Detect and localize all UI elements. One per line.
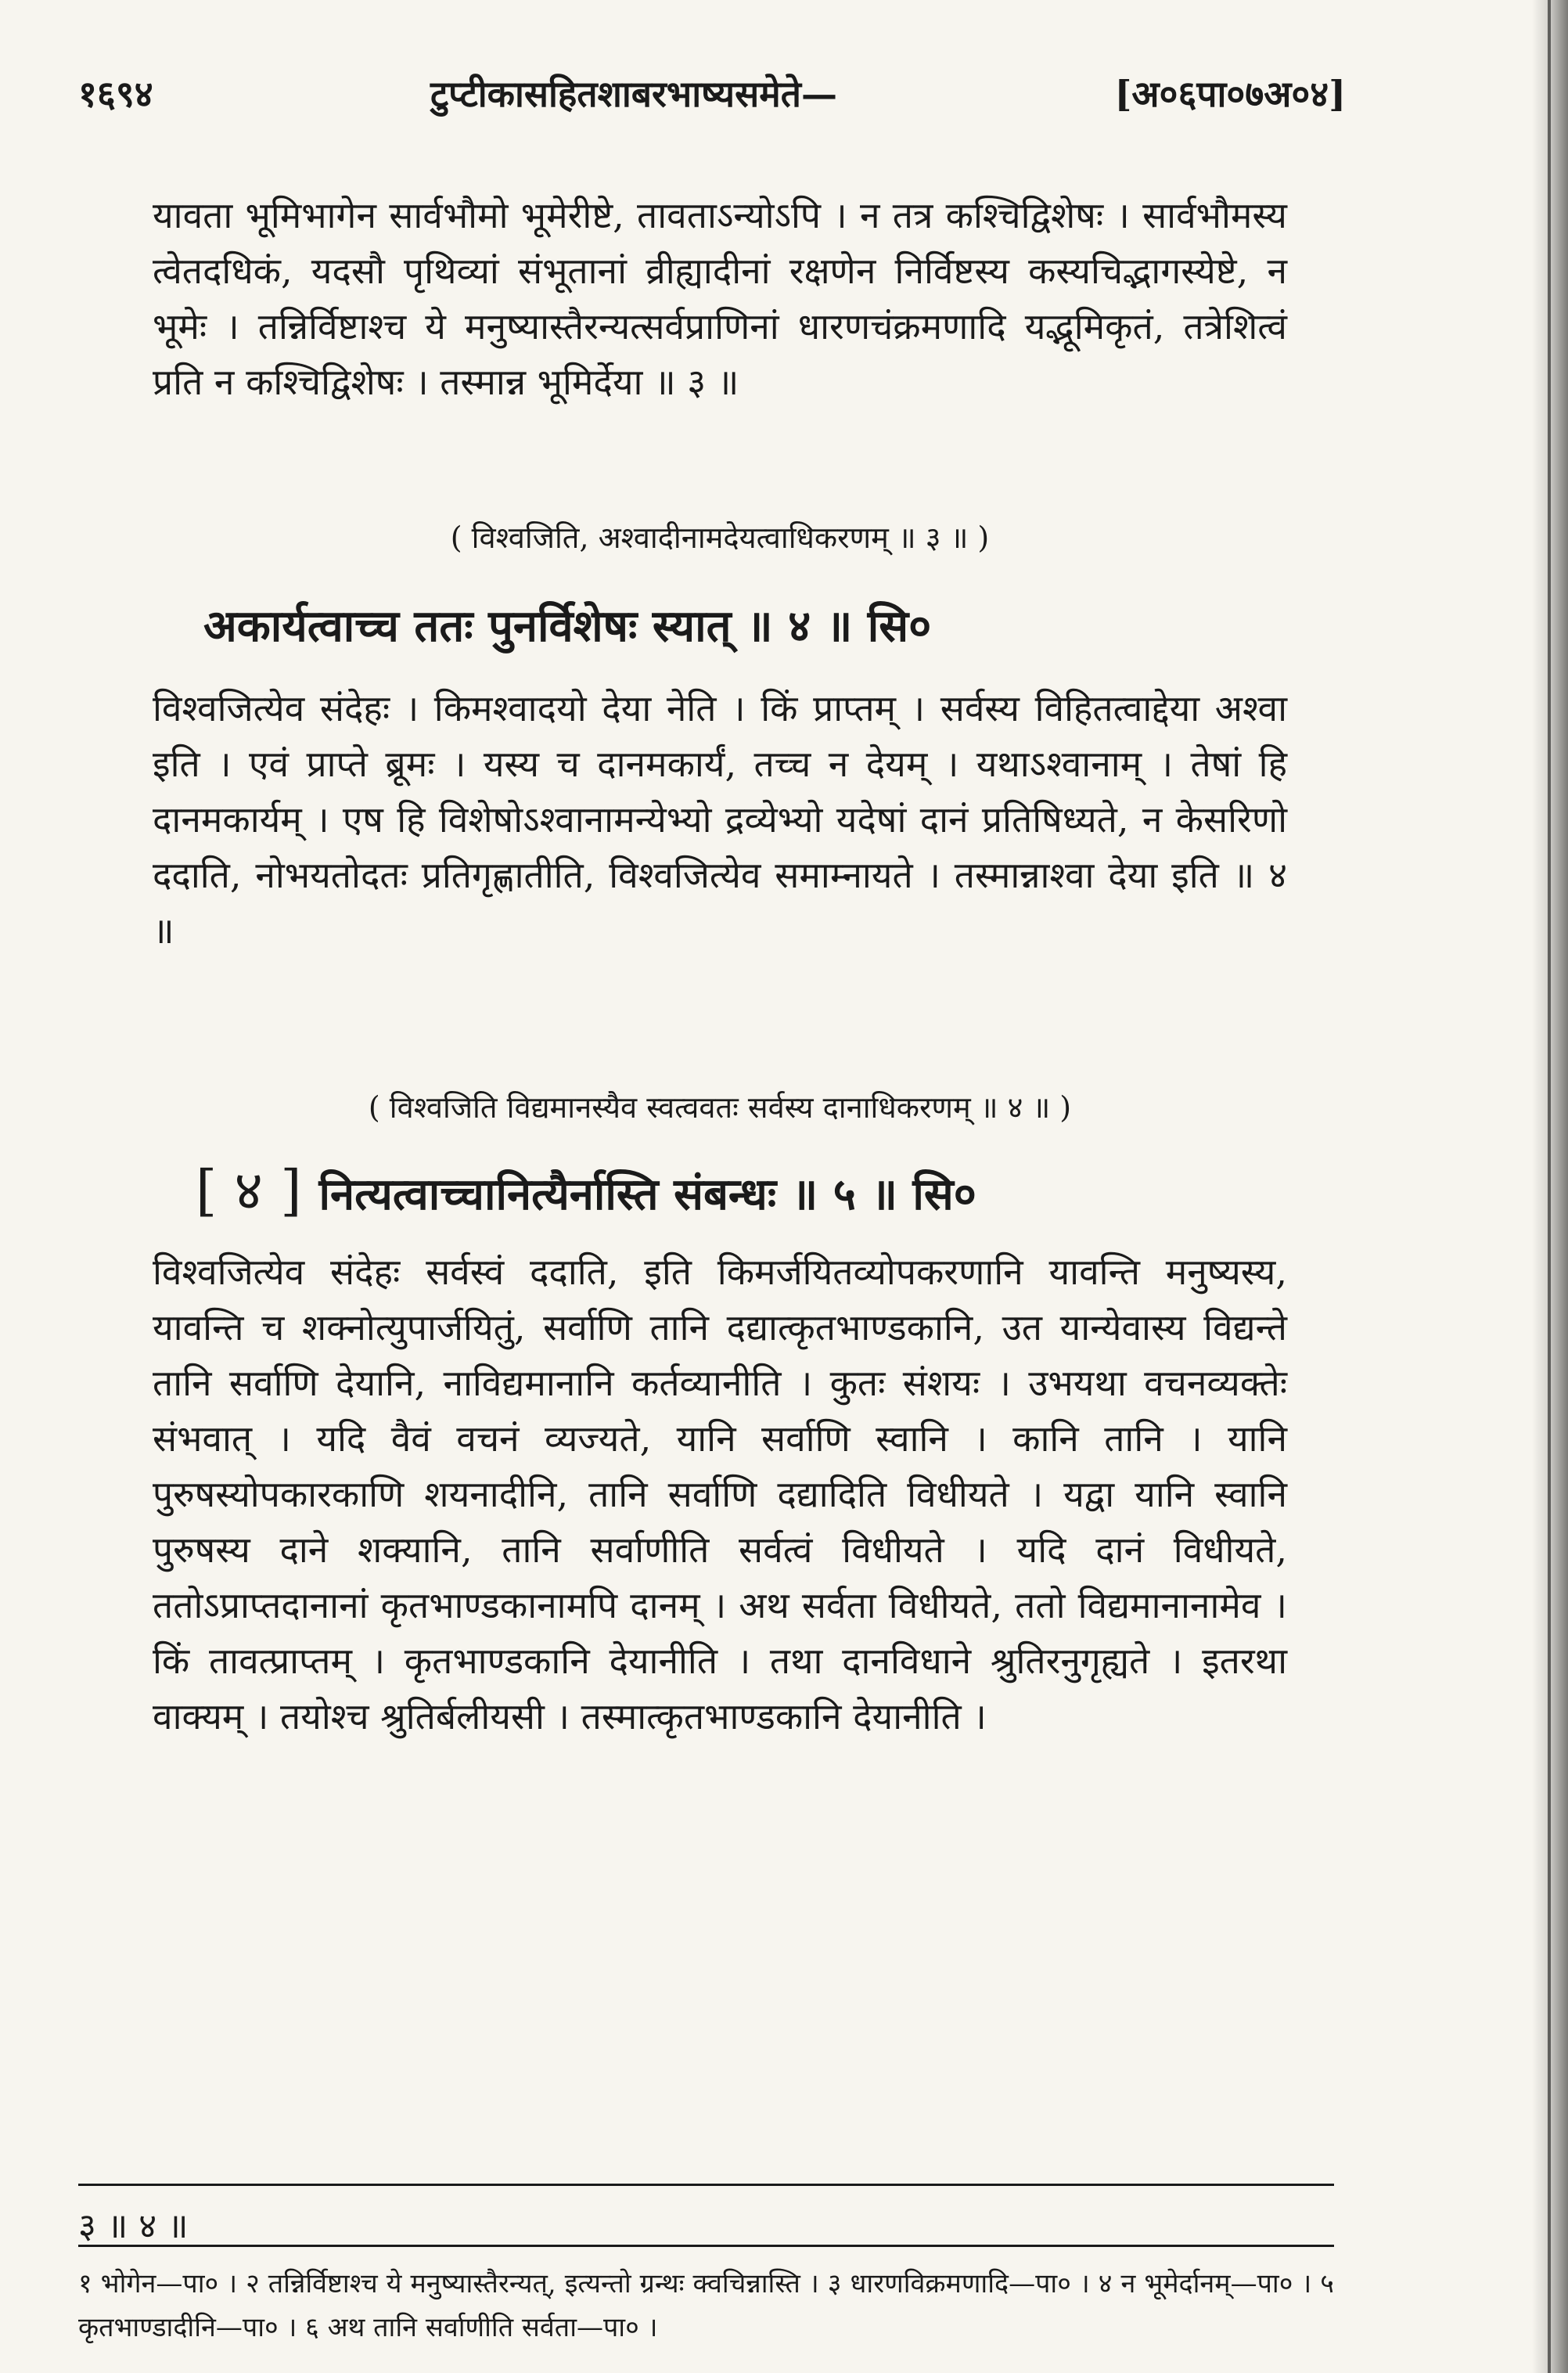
paragraph-3-block [153, 1244, 1287, 1745]
adhikarana-title-1: ( विश्वजिति, अश्वादीनामदेयत्वाधिकरणम् ॥ ३ ॥ ) [450, 520, 990, 555]
paragraph-2: विश्वजित्येव संदेहः । किमश्वादयो देया नेति । किं प्राप्तम् । सर्वस्य विहितत्वाद्देया अश्वा इति । एवं प्राप्ते ब्रूमः । यस्य च दानमकार्यं, तच्च न देयम् । यथाऽश्वानाम् । तेषां हि दानमकार्यम् । एष हि विशेषोऽश्वानामन्येभ्यो द्रव्येभ्यो यदेषां दानं प्रतिषिध्यते, न केसरिणो ददाति, नोभयतोदतः प्रतिगृह्णातीति, विश्वजित्येव समाम्नायते । तस्मान्नाश्वा देया इति ॥ ४ ॥ [153, 687, 1287, 952]
section-reference: [अ०६पा०७अ०४] [1114, 73, 1346, 115]
paragraph-1: यावता भूमिभागेन सार्वभौमो भूमेरीष्टे, तावताऽन्योऽपि । न तत्र कश्चिद्विशेषः । सार्वभौमस्य त्वेतदधिकं, यदसौ पृथिव्यां संभूतानां व्रीह्यादीनां रक्षणेन निर्विष्टस्य कस्यचिद्भागस्येष्टे, न भूमेः । तन्निर्विष्टाश्च ये मनुष्यास्तैरन्यत्सर्वप्राणिनां धारणचंक्रमणादि यद्भूमिकृतं, तत्रेशित्वं प्रति न कश्चिद्विशेषः । तस्मान्न भूमिर्देया ॥ ३ ॥ [153, 194, 1287, 403]
sutra-5 [196, 1150, 1307, 1226]
adhikarana-1-block [153, 517, 1287, 557]
footnote-rule-bottom [78, 2245, 1334, 2247]
footnote-rule-top [78, 2184, 1334, 2186]
paragraph-1-block [153, 188, 1287, 410]
binding-edge-line [1548, 0, 1551, 2373]
sutra-5-block [196, 1150, 1307, 1226]
page-number: १६९४ [78, 73, 153, 115]
paragraph-2-block [153, 681, 1287, 959]
sutra-5-bracket-number: [ ४ ] [196, 1158, 302, 1223]
running-header [78, 69, 1346, 124]
sutra-references: ३ ॥ ४ ॥ [78, 2206, 189, 2246]
running-title: टुप्टीकासहितशाबरभाष्यसमेते— [430, 73, 837, 115]
adhikarana-title-2: ( विश्वजिति विद्यमानस्यैव स्वत्ववतः सर्वस्य दानाधिकरणम् ॥ ४ ॥ ) [368, 1090, 1072, 1125]
footnotes: १ भोगेन—पा० । २ तन्निर्विष्टाश्च ये मनुष्यास्तैरन्यत्, इत्यन्तो ग्रन्थः क्वचिन्नास्ति । ३ धारणविक्रमणादि—पा० । ४ न भूमेर्दानम्—पा० । ५ कृतभाण्डादीनि—पा० । ६ अथ तानि सर्वाणीति सर्वता—पा० । [78, 2268, 1334, 2343]
sutra-5-text: नित्यत्वाच्चानित्यैर्नास्ति संबन्धः ॥ ५ ॥ सि० [318, 1168, 976, 1220]
paragraph-3: विश्वजित्येव संदेहः सर्वस्वं ददाति, इति किमर्जयितव्योपकरणानि यावन्ति मनुष्यस्य, यावन्ति च शक्नोत्युपार्जयितुं, सर्वाणि तानि दद्यात्कृतभाण्डकानि, उत यान्येवास्य विद्यन्ते तानि सर्वाणि देयानि, नाविद्यमानानि कर्तव्यानीति । कुतः संशयः । उभयथा वचनव्यक्तेः संभवात् । यदि वैवं वचनं व्यज्यते, यानि सर्वाणि स्वानि । कानि तानि । यानि पुरुषस्योपकारकाणि शयनादीनि, तानि सर्वाणि दद्यादिति विधीयते । यद्वा यानि स्वानि पुरुषस्य दाने शक्यानि, तानि सर्वाणीति सर्वत्वं विधीयते । यदि दानं विधीयते, ततोऽप्राप्तदानानां कृतभाण्डकानामपि दानम् । अथ सर्वता विधीयते, ततो विद्यमानानामेव । किं तावत्प्राप्तम् । कृतभाण्डकानि देयानीति । तथा दानविधाने श्रुतिरनुगृह्यते । इतरथा वाक्यम् । तयोश्च श्रुतिर्बलीयसी । तस्मात्कृतभाण्डकानि देयानीति । [153, 1251, 1287, 1737]
sutra-4-block [203, 595, 1338, 654]
adhikarana-2-block [153, 1086, 1287, 1127]
sutra-4: अकार्यत्वाच्च ततः पुनर्विशेषः स्यात् ॥ ४ ॥ सि० [203, 600, 932, 652]
